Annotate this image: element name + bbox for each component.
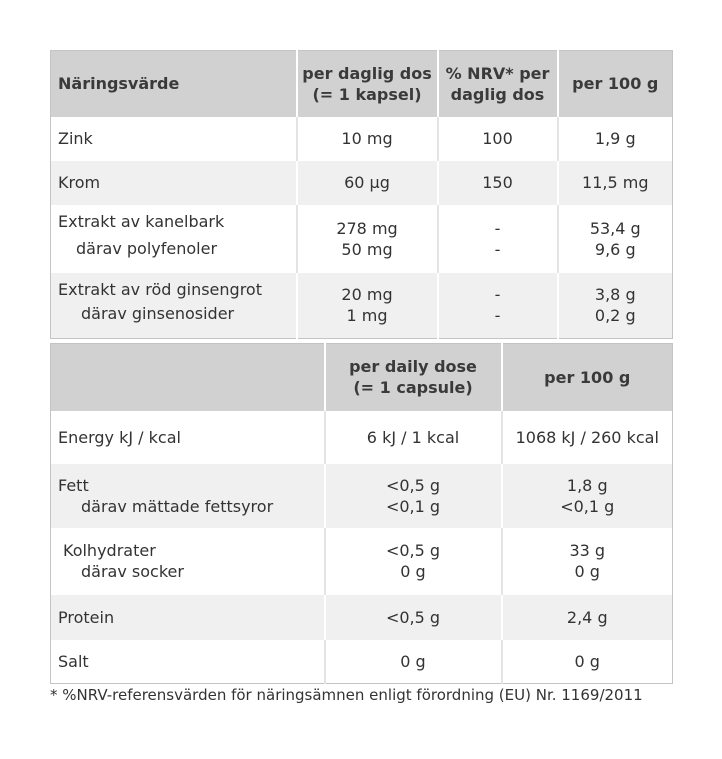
nrv-value: 150 bbox=[438, 161, 558, 205]
dose-value: <0,5 g bbox=[325, 595, 502, 640]
per100-value: 3,8 g 0,2 g bbox=[558, 273, 673, 339]
table-row-salt bbox=[51, 640, 673, 684]
row-label: Energy kJ / kcal bbox=[51, 411, 325, 464]
table-row-ginsengrot bbox=[51, 273, 673, 339]
dose-value: 278 mg 50 mg bbox=[297, 205, 438, 273]
dose-value: 10 mg bbox=[297, 117, 438, 161]
dose-value: <0,5 g 0 g bbox=[325, 528, 502, 595]
per100-value: 11,5 mg bbox=[558, 161, 673, 205]
per100-value: 0 g bbox=[574, 651, 600, 671]
nutrition-table-energy bbox=[50, 343, 673, 684]
header-naringsvarde: Näringsvärde bbox=[51, 51, 297, 117]
row-label: Extrakt av kanelbark därav polyfenoler bbox=[51, 205, 297, 273]
row-label: Salt bbox=[51, 640, 325, 684]
dose-value: 60 µg bbox=[297, 161, 438, 205]
row-label: Kolhydrater därav socker bbox=[51, 528, 325, 595]
nrv-value: - - bbox=[438, 205, 558, 273]
per100-value: 53,4 g 9,6 g bbox=[589, 218, 641, 259]
nrv-value: - - bbox=[438, 273, 558, 339]
per100-value: 1,8 g <0,1 g bbox=[502, 464, 673, 528]
per100-value: 1,9 g bbox=[594, 129, 636, 148]
table-row-zink bbox=[51, 117, 673, 161]
row-label: Krom bbox=[51, 161, 297, 205]
table-row-kanelbark bbox=[51, 205, 673, 273]
table-row-energy bbox=[51, 411, 673, 464]
dose-value: 20 mg 1 mg bbox=[297, 273, 438, 339]
row-label: Fett därav mättade fettsyror bbox=[51, 464, 325, 528]
table-row-kolhydrater bbox=[51, 528, 673, 595]
header-nrv: % NRV* per daglig dos bbox=[438, 51, 558, 117]
footnote: * %NRV-referensvärden för näringsämnen enligt förordning (EU) Nr. 1169/2011 bbox=[50, 686, 643, 704]
dose-value: 0 g bbox=[325, 640, 502, 684]
dose-value: <0,5 g <0,1 g bbox=[325, 464, 502, 528]
header-per-100g: per 100 g bbox=[502, 344, 673, 411]
table-header-row bbox=[51, 344, 673, 411]
row-label: Zink bbox=[51, 117, 297, 161]
row-label: Extrakt av röd ginsengrot därav ginsenosider bbox=[51, 273, 297, 339]
table-row-krom bbox=[51, 161, 673, 205]
nrv-value: 100 bbox=[438, 117, 558, 161]
table-header-row bbox=[51, 51, 673, 117]
header-per-100g: per 100 g bbox=[558, 51, 673, 117]
per100-value: 2,4 g bbox=[502, 595, 673, 640]
header-per-daglig-dos: per daglig dos (= 1 kapsel) bbox=[297, 51, 438, 117]
per100-value: 33 g 0 g bbox=[569, 541, 606, 581]
header-per-daily-dose: per daily dose (= 1 capsule) bbox=[325, 344, 502, 411]
header-empty bbox=[51, 344, 325, 411]
per100-value: 1068 kJ / 260 kcal bbox=[515, 427, 659, 447]
row-label: Protein bbox=[51, 595, 325, 640]
table-row-fett bbox=[51, 464, 673, 528]
dose-value: 6 kJ / 1 kcal bbox=[325, 411, 502, 464]
table-row-protein bbox=[51, 595, 673, 640]
nutrition-table-swedish bbox=[50, 50, 673, 339]
